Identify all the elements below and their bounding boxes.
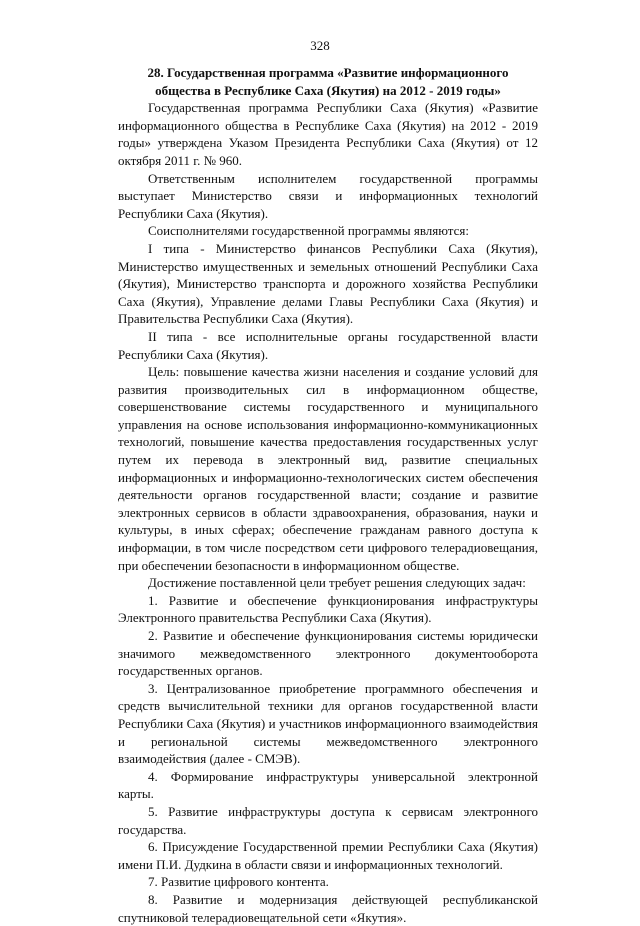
task-item-3 bbox=[118, 680, 538, 768]
task-text: Развитие и модернизация действующей республиканской спутниковой телерадиовещательной сети «Якутия». bbox=[118, 891, 538, 925]
task-number: 1. bbox=[148, 592, 158, 608]
task-number: 8. bbox=[148, 891, 158, 907]
task-item-6 bbox=[118, 838, 538, 873]
task-item-5 bbox=[118, 803, 538, 838]
task-number: 5. bbox=[148, 803, 158, 819]
task-item-2 bbox=[118, 627, 538, 680]
task-text: Централизованное приобретение программного обеспечения и средств вычислительной техники для органов государственной власти Республики Саха (Якутия) и участников информационного взаимодействия и региональной системы межведомственного электронного взаимодействия (далее - СМЭВ). bbox=[118, 680, 539, 767]
task-number: 3. bbox=[148, 680, 158, 696]
program-title-line-1: 28. Государственная программа «Развитие информационного bbox=[147, 65, 509, 80]
task-item-1 bbox=[118, 592, 538, 627]
page-number: 328 bbox=[310, 38, 330, 53]
task-number: 7. bbox=[148, 874, 158, 890]
task-text: Развитие цифрового контента. bbox=[161, 874, 329, 890]
program-title-line-2: общества в Республике Саха (Якутия) на 2012 - 2019 годы» bbox=[155, 82, 501, 98]
task-number: 2. bbox=[148, 628, 158, 643]
task-item-7 bbox=[118, 873, 538, 891]
coexecutors-type-2: II типа - все исполнительные органы государственной власти Республики Саха (Якутия). bbox=[118, 328, 538, 362]
program-title bbox=[118, 64, 538, 99]
task-number: 6. bbox=[148, 839, 158, 855]
goal-paragraph: Цель: повышение качества жизни населения и создание условий для развития производительных сил в информационном обществе, совершенствование системы государственного и муниципального управления на основе использования информационно-коммуникационных технологий, повышение качества предоставления государственных услуг путем их перевода в электронный вид, развитие специальных информационных и информационно-технологических систем обеспечения деятельности органов государственной власти; создание и развитие электронных сервисов в области здравоохранения, образования, науки и культуры, в иных сферах; обеспечение гражданам равного доступа к информации, в том числе посредством сети цифрового телерадиовещания, при обеспечении безопасности в информационном обществе. bbox=[118, 364, 538, 573]
tasks-intro: Достижение поставленной цели требует решения следующих задач: bbox=[148, 575, 526, 591]
document-body bbox=[118, 64, 538, 926]
coexecutors-intro: Соисполнителями государственной программы являются: bbox=[148, 223, 469, 239]
task-number: 4. bbox=[148, 768, 158, 784]
responsible-executor-paragraph: Ответственным исполнителем государственной программы выступает Министерство связи и информационных технологий Республики Саха (Якутия). bbox=[118, 170, 538, 221]
task-text: Формирование инфраструктуры универсальной электронной карты. bbox=[118, 768, 538, 802]
task-item-4 bbox=[118, 768, 538, 803]
task-text: Развитие инфраструктуры доступа к сервисам электронного государства. bbox=[118, 803, 539, 837]
task-text: Развитие и обеспечение функционирования инфраструктуры Электронного правительства Республики Саха (Якутия). bbox=[118, 592, 538, 626]
coexecutors-type-1: I типа - Министерство финансов Республики Саха (Якутия), Министерство имущественных и земельных отношений Республики Саха (Якутия), Министерство транспорта и дорожного хозяйства Республики Саха (Якутия), Управление делами Главы Республики Саха (Якутия) и Правительства Республики Саха (Якутия). bbox=[118, 240, 538, 327]
approval-paragraph: Государственная программа Республики Саха (Якутия) «Развитие информационного общества в Республике Саха (Якутия) на 2012 - 2019 годы» утверждена Указом Президента Республики Саха (Якутия) от 12 октября 2011 г. № 960. bbox=[118, 100, 538, 168]
task-item-8 bbox=[118, 891, 538, 926]
task-text: Присуждение Государственной премии Республики Саха (Якутия) имени П.И. Дудкина в области связи и информационных технологий. bbox=[118, 839, 539, 872]
task-text: Развитие и обеспечение функционирования системы юридически значимого межведомственного электронного документооборота государственных органов. bbox=[118, 628, 539, 679]
